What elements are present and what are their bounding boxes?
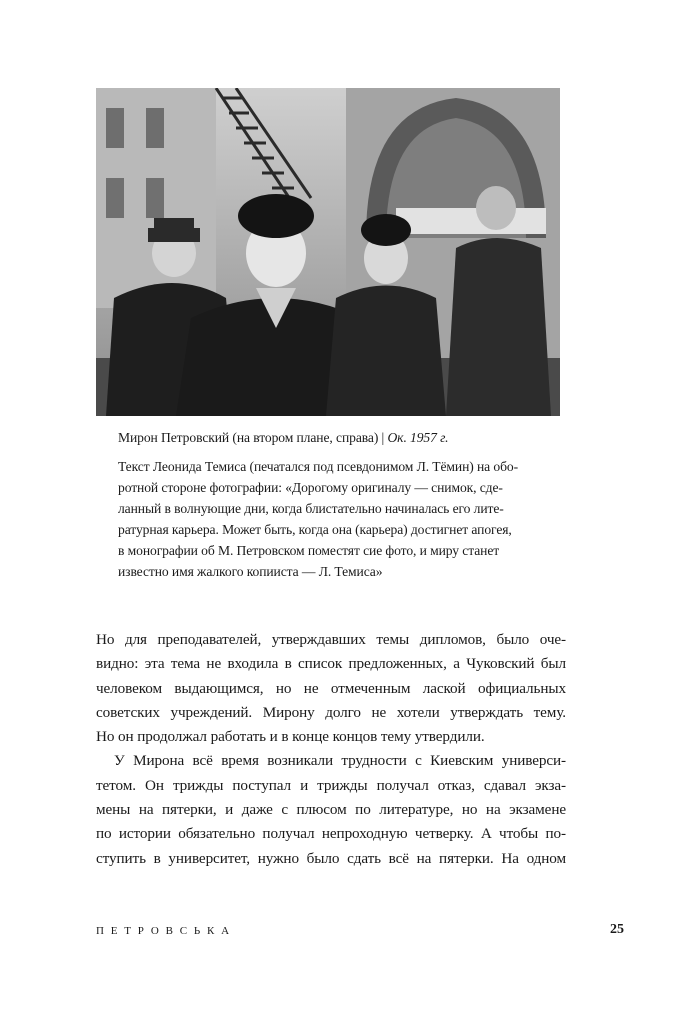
text-line: советских учреждений. Мирону долго не хотели утверждать тему. <box>96 703 566 721</box>
caption-title <box>118 427 558 448</box>
caption-line: ратурная карьера. Может быть, когда она (карьера) достигнет апогея, <box>118 522 512 537</box>
page-number: 25 <box>610 922 624 937</box>
text-line: мены на пятерки, и даже с плюсом по литературе, но на экзамене <box>96 801 566 819</box>
text-line: Но для преподавателей, утверждавших темы дипломов, было оче- <box>96 631 566 648</box>
caption-date: Ок. 1957 г. <box>387 430 449 445</box>
text-line: У Мирона всё время возникали трудности с Киевским универси- <box>114 752 566 770</box>
paragraph-1 <box>96 628 566 749</box>
text-line: по истории обязательно получал непроходную четверку. А чтобы по- <box>96 825 566 843</box>
paragraph-2 <box>96 749 566 870</box>
running-title: ПЕТРОВСЬКА <box>96 925 236 937</box>
caption-title-text: Мирон Петровский (на втором плане, справа) | <box>118 430 388 445</box>
text-line: тетом. Он трижды поступал и трижды получал отказ, сдавал экза- <box>96 776 566 794</box>
photo-illustration <box>96 88 560 416</box>
main-text <box>96 628 566 871</box>
caption-line: известно имя жалкого копииста — Л. Темиса» <box>118 564 383 579</box>
text-line: ступить в университет, нужно было сдать всё на пятерки. На одном <box>96 849 566 867</box>
caption-line: ланный в волнующие дни, когда блистательно начиналась его лите- <box>118 501 504 516</box>
photo-caption <box>118 427 558 582</box>
caption-line: ротной стороне фотографии: «Дорогому оригиналу — снимок, сде- <box>118 480 503 495</box>
photograph <box>96 88 560 416</box>
text-line: видно: эта тема не входила в список предложенных, а Чуковский был <box>96 655 566 673</box>
text-line: Но он продолжал работать и в конце концов тему утвердили. <box>96 728 485 746</box>
text-line: человеком выдающимся, но не отмеченным лаской официальных <box>96 679 566 697</box>
caption-line: в монографии об М. Петровском поместят сие фото, и миру станет <box>118 543 500 558</box>
caption-line: Текст Леонида Темиса (печатался под псевдонимом Л. Тёмин) на обо- <box>118 459 519 474</box>
caption-text <box>118 456 558 582</box>
